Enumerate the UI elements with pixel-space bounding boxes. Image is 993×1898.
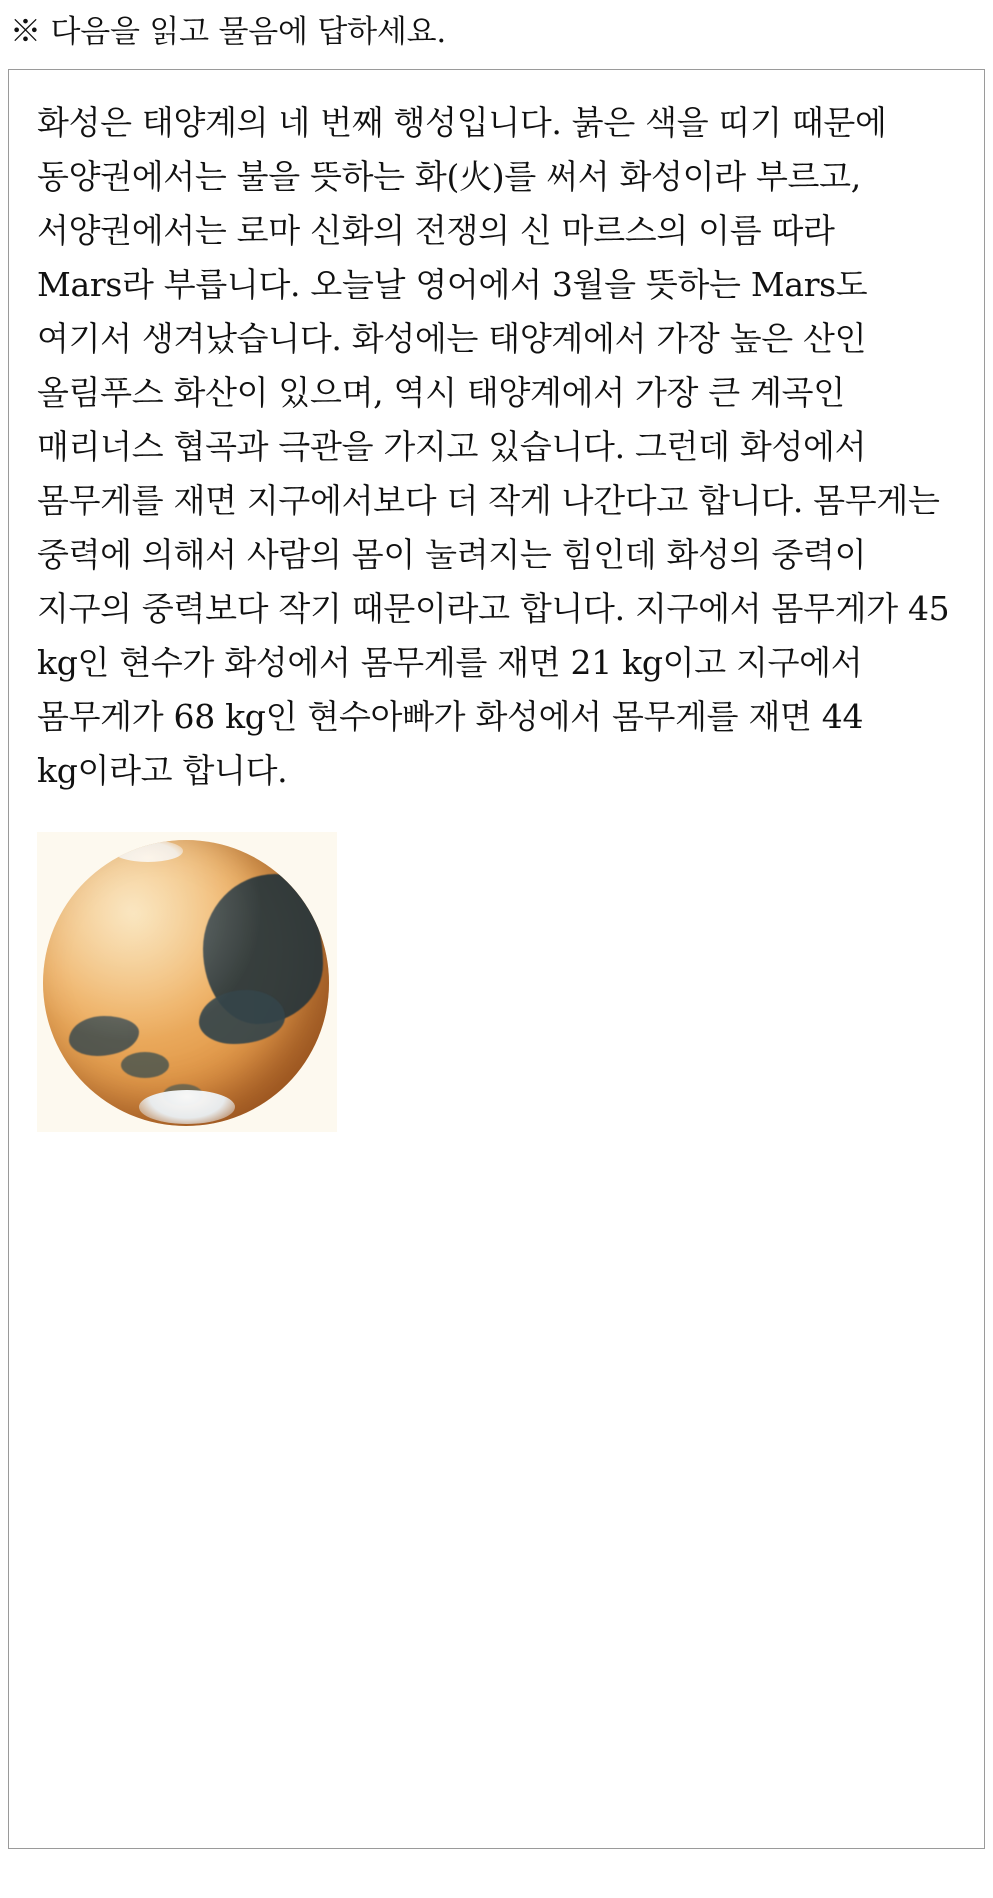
planet-highlight [43,840,329,1126]
passage-box [8,69,985,1849]
passage-text: 화성은 태양계의 네 번째 행성입니다. 붉은 색을 띠기 때문에 동양권에서는 불을 뜻하는 화(火)를 써서 화성이라 부르고, 서양권에서는 로마 신화의 전쟁의 신 마르스의 이름 따라 Mars라 부릅니다. 오늘날 영어에서 3월을 뜻하는 Mars도 여기서 생겨났습니다. 화성에는 태양계에서 가장 높은 산인 올림푸스 화산이 있으며, 역시 태양계에서 가장 큰 계곡인 매리너스 협곡과 극관을 가지고 있습니다. 그런데 화성에서 몸무게를 재면 지구에서보다 더 작게 나간다고 합니다. 몸무게는 중력에 의해서 사람의 몸이 눌려지는 힘인데 화성의 중력이 지구의 중력보다 작기 때문이라고 합니다. 지구에서 몸무게가 45 kg인 현수가 화성에서 몸무게를 재면 21 kg이고 지구에서 몸무게가 68 kg인 현수아빠가 화성에서 몸무게를 재면 44 kg이라고 합니다. [37,103,950,791]
mars-planet-icon [43,840,329,1126]
mars-figure [37,832,337,1132]
instruction-line: ※ 다음을 읽고 물음에 답하세요. [10,14,447,50]
